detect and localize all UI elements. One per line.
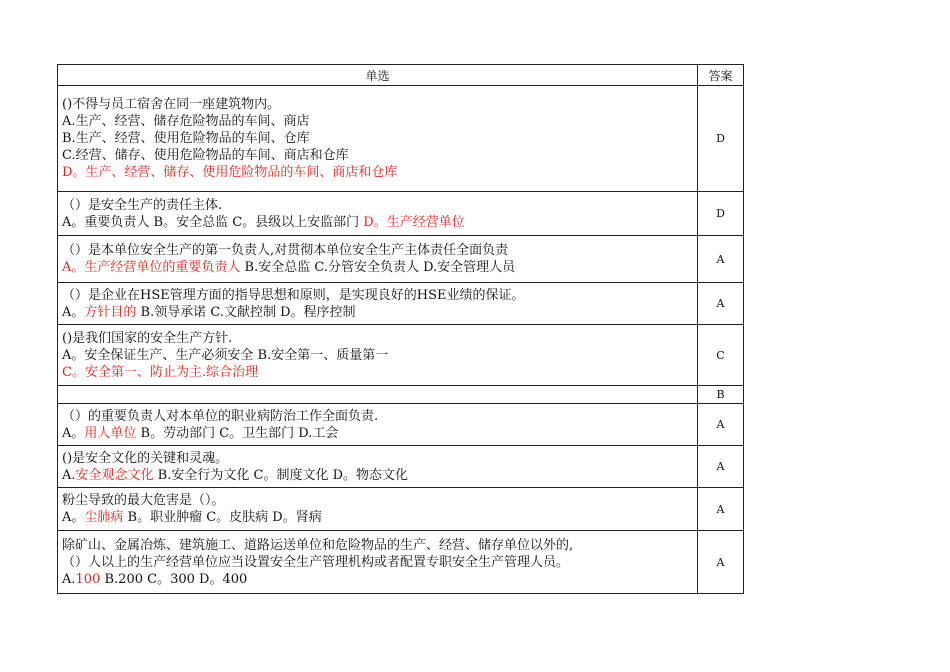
question-row (58, 446, 744, 488)
question-column-header: 单选 (58, 65, 698, 86)
highlighted-answer-text: 100 (75, 571, 101, 587)
option-line (62, 259, 693, 276)
highlighted-answer-text: C。安全第一、防止为主.综合治理 (62, 364, 259, 380)
question-cell (58, 531, 698, 594)
text-segment: ()是我们国家的安全生产方针. (62, 330, 233, 346)
option-line (62, 509, 693, 526)
question-row (58, 86, 744, 192)
question-text (62, 287, 693, 304)
option-line (62, 214, 693, 231)
question-row (58, 404, 744, 446)
question-cell (58, 446, 698, 488)
highlighted-answer-text: 方针目的 (84, 304, 137, 320)
option-line (62, 425, 693, 442)
text-segment: B.安全总监 C.分管安全负责人 D.安全管理人员 (240, 260, 516, 275)
option-line (62, 467, 693, 484)
text-segment: B。劳动部门 C。卫生部门 D.工会 (136, 425, 339, 441)
question-text (62, 197, 693, 214)
question-text (62, 330, 693, 347)
text-segment: 粉尘导致的最大危害是（）。 (62, 493, 225, 508)
text-segment: A。 (62, 510, 85, 525)
question-row (58, 488, 744, 531)
question-text (62, 537, 693, 554)
question-cell (58, 488, 698, 531)
option-line (62, 571, 693, 588)
question-table (57, 64, 744, 594)
option-line (62, 304, 693, 321)
text-segment: 除矿山、金属冶炼、建筑施工、道路运送单位和危险物品的生产、经营、储存单位以外的, (62, 537, 574, 553)
text-segment: ()不得与员工宿舍在同一座建筑物内。 (62, 97, 281, 112)
option-line (62, 364, 693, 381)
question-text (62, 450, 693, 467)
question-cell (58, 404, 698, 446)
answer-column-header: 答案 (698, 65, 744, 86)
text-segment: A. (62, 467, 76, 483)
text-segment: B.安全行为文化 C。制度文化 D。物态文化 (153, 467, 408, 483)
text-segment: （）是企业在HSE管理方面的指导思想和原则，是实现良好的HSE业绩的保证。 (62, 287, 525, 303)
text-segment: （）是安全生产的责任主体. (62, 197, 223, 213)
answer-cell: A (698, 531, 744, 594)
highlighted-answer-text: D。生产经营单位 (363, 214, 465, 230)
text-segment: A.生产、经营、储存危险物品的车间、商店 (62, 114, 310, 129)
option-line (62, 147, 693, 164)
question-cell (58, 192, 698, 236)
question-rows (58, 86, 744, 594)
answer-cell: B (698, 386, 744, 404)
question-cell (58, 236, 698, 283)
question-row (58, 192, 744, 236)
question-row (58, 325, 744, 386)
text-segment: A。安全保证生产、生产必须安全 B.安全第一、质量第一 (62, 347, 389, 363)
question-cell (58, 386, 698, 404)
text-segment: A。 (62, 304, 85, 320)
text-segment: A. (62, 571, 76, 587)
highlighted-answer-text: 安全观念文化 (75, 467, 154, 483)
question-row (58, 283, 744, 325)
option-line (62, 554, 693, 571)
answer-cell: A (698, 236, 744, 283)
answer-cell: C (698, 325, 744, 386)
text-segment: （）人以上的生产经营单位应当设置安全生产管理机构或者配置专职安全生产管理人员。 (62, 554, 570, 570)
answer-cell: A (698, 446, 744, 488)
text-segment: ()是安全文化的关键和灵魂。 (62, 450, 229, 466)
answer-cell: D (698, 192, 744, 236)
question-cell (58, 325, 698, 386)
question-cell (58, 283, 698, 325)
text-segment: B.200 C。300 D。400 (100, 571, 248, 587)
option-line (62, 130, 693, 147)
highlighted-answer-text: A。生产经营单位的重要负责人 (62, 260, 241, 275)
question-row (58, 386, 744, 404)
text-segment: B.生产、经营、使用危险物品的车间、仓库 (62, 131, 310, 146)
question-text (62, 96, 693, 113)
text-segment: A。重要负责人 B。安全总监 C。县级以上安监部门 (62, 214, 364, 230)
answer-cell: A (698, 488, 744, 531)
question-row (58, 531, 744, 594)
option-line (62, 164, 693, 181)
question-text (62, 242, 693, 259)
text-segment: A。 (62, 425, 85, 441)
text-segment: B.领导承诺 C.文献控制 D。程序控制 (136, 304, 356, 320)
highlighted-answer-text: 尘肺病 (84, 510, 124, 525)
answer-cell: D (698, 86, 744, 192)
text-segment: B。职业肿瘤 C。皮肤病 D。肾病 (123, 510, 322, 525)
question-text (62, 408, 693, 425)
question-cell (58, 86, 698, 192)
header-row (58, 65, 744, 86)
text-segment: （）的重要负责人对本单位的职业病防治工作全面负责. (62, 408, 379, 424)
option-line (62, 347, 693, 364)
question-row (58, 236, 744, 283)
answer-cell: A (698, 404, 744, 446)
highlighted-answer-text: 用人单位 (84, 425, 137, 441)
text-segment: C.经营、储存、使用危险物品的车间、商店和仓库 (62, 148, 349, 163)
highlighted-answer-text: D。生产、经营、储存、使用危险物品的车间、商店和仓库 (62, 165, 398, 180)
question-text (62, 492, 693, 509)
text-segment: （）是本单位安全生产的第一负责人,对贯彻本单位安全生产主体责任全面负责 (62, 243, 509, 258)
answer-cell: A (698, 283, 744, 325)
option-line (62, 113, 693, 130)
